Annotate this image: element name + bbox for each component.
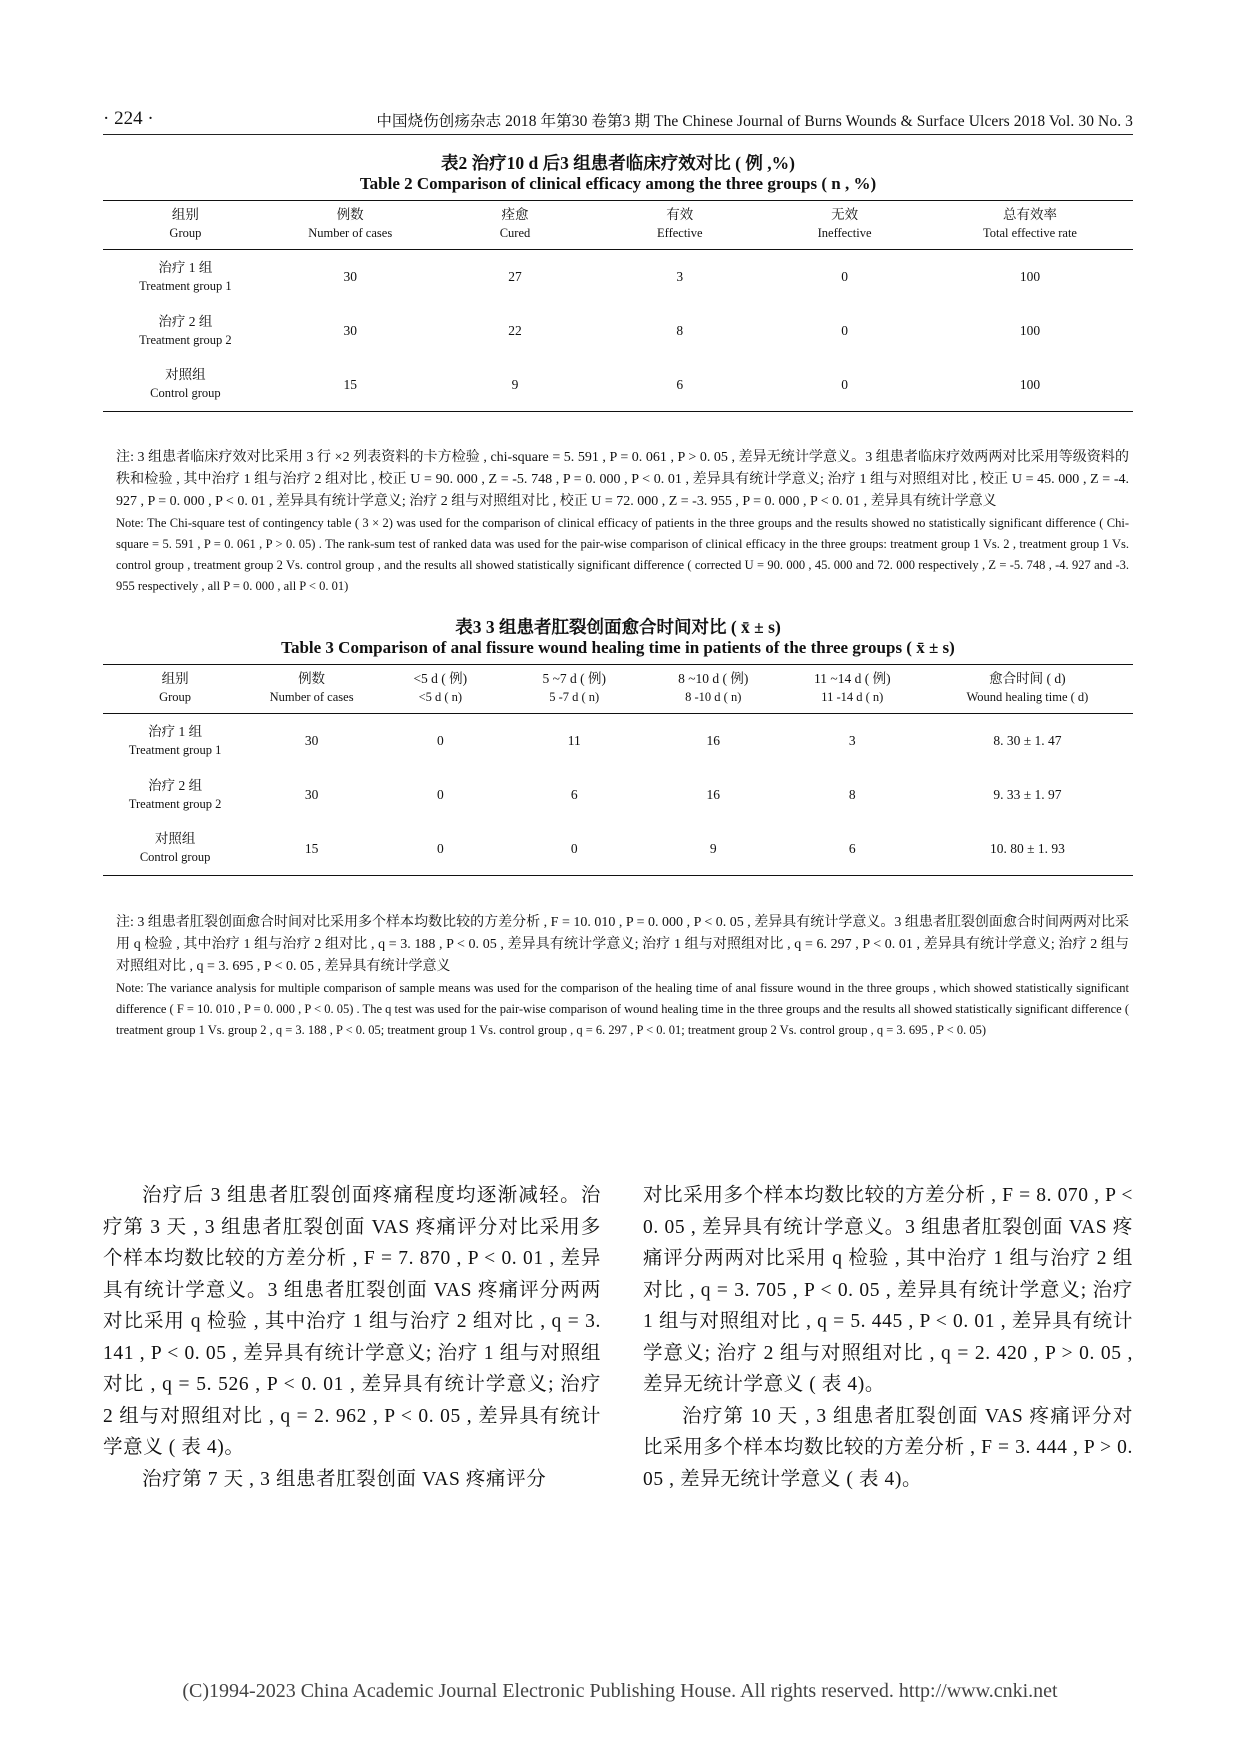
table-cell: 6 bbox=[676, 376, 684, 392]
table2-col-cases: 例数 Number of cases bbox=[308, 207, 393, 240]
group-cell: 对照组 Control group bbox=[139, 831, 211, 865]
table-cell: 30 bbox=[304, 787, 319, 802]
group-cell: 治疗 2 组 Treatment group 2 bbox=[139, 313, 232, 347]
table3-col-cases: 例数 Number of cases bbox=[269, 671, 354, 704]
table2-note-cn: 注: 3 组患者临床疗效对比采用 3 行 ×2 列表资料的卡方检验 , chi-square = 5. 591 , P = 0. 061 , P > 0. 05 , 差异无统计学意义。3 组患者临床疗效两两对比采用等级资料的秩和检验 , 其中治疗 1 组与治疗 2 组对比 , 校正 U = 90. 000 , Z = -5. 748 , P = 0. 000 , P < 0. 01 , 差异具有统计学意义; 治疗 1 组与对照组对比 , 校正 U = 45. 000 , Z = -4. 927 , P = 0. 000 , P < 0. 01 , 差异具有统计学意义; 治疗 2 组与对照组对比 , 校正 U = 72. 000 , Z = -3. 955 , P = 0. 000 , P < 0. 01 , 差异具有统计学意义 bbox=[116, 450, 1129, 509]
table3-note-cn: 注: 3 组患者肛裂创面愈合时间对比采用多个样本均数比较的方差分析 , F = 10. 010 , P = 0. 000 , P < 0. 05 , 差异具有统计学意义。3 组患者肛裂创面愈合时间两两对比采用 q 检验 , 其中治疗 1 组与治疗 2 组对比 , q = 3. 188 , P < 0. 05 , 差异具有统计学意义; 治疗 1 组与对照组对比 , q = 6. 297 , P < 0. 01 , 差异具有统计学意义; 治疗 2 组与对照组对比 , q = 3. 695 , P < 0. 05 , 差异具有统计学意义 bbox=[116, 915, 1129, 974]
table2-col-effective: 有效 Effective bbox=[657, 207, 703, 240]
body-right-column bbox=[643, 1180, 1133, 1495]
table-row bbox=[103, 250, 1133, 304]
table-cell: 3 bbox=[676, 269, 684, 285]
table-cell: 0 bbox=[841, 269, 848, 285]
table-cell: 100 bbox=[1019, 269, 1041, 285]
table-cell: 9 bbox=[709, 840, 717, 856]
table3-col-5-7: 5 ~7 d ( 例) 5 -7 d ( n) bbox=[542, 671, 606, 704]
table2-col-group: 组别 Group bbox=[169, 207, 202, 240]
table3-col-lt5: <5 d ( 例) <5 d ( n) bbox=[413, 671, 468, 704]
running-header bbox=[103, 108, 1133, 135]
table-cell: 6 bbox=[848, 840, 856, 856]
table2 bbox=[103, 200, 1133, 412]
table-cell: 10. 80 ± 1. 93 bbox=[989, 840, 1065, 856]
table3-col-group: 组别 Group bbox=[159, 671, 192, 704]
table2-caption-en: Table 2 Comparison of clinical efficacy among the three groups ( n , %) bbox=[359, 174, 877, 193]
table-cell: 0 bbox=[436, 733, 444, 749]
table-cell: 100 bbox=[1019, 323, 1041, 338]
group-cell: 治疗 1 组 Treatment group 1 bbox=[128, 723, 222, 757]
table-cell: 27 bbox=[508, 269, 522, 285]
table-cell: 22 bbox=[508, 323, 522, 338]
body-paragraph: 治疗第 7 天 , 3 组患者肛裂创面 VAS 疼痛评分 bbox=[142, 1468, 547, 1490]
table-row bbox=[103, 714, 1133, 768]
table-row bbox=[103, 822, 1133, 876]
journal-title: 中国烧伤创疡杂志 2018 年第30 卷第3 期 The Chinese Journal of Burns Wounds & Surface Ulcers 2018 Vol. 30 No. 3 bbox=[376, 113, 1133, 130]
table3-col-healing-time: 愈合时间 ( d) Wound healing time ( d) bbox=[966, 671, 1089, 704]
page-number: · 224 · bbox=[103, 108, 154, 129]
group-cell: 治疗 1 组 Treatment group 1 bbox=[139, 259, 232, 293]
table2-col-ineffective: 无效 Ineffective bbox=[817, 207, 872, 240]
table-cell: 30 bbox=[343, 269, 357, 285]
table-cell: 30 bbox=[343, 323, 357, 338]
table3-caption-en: Table 3 Comparison of anal fissure wound healing time in patients of the three groups ( x̄ ± s) bbox=[281, 638, 955, 657]
table3-note-en: Note: The variance analysis for multiple comparison of sample means was used for the comparison of the healing time of anal fissure wound in the three groups , which showed statistically significant difference ( F = 10. 010 , P = 0. 000 , P < 0. 05) . The q test was used for the pair-wise comparison of wound healing time in the three groups and the results all showed statistically significant difference ( treatment group 1 Vs. group 2 , q = 3. 188 , P < 0. 05; treatment group 1 Vs. control group , q = 6. 297 , P < 0. 01; treatment group 2 Vs. control group , q = 3. 695 , P < 0. 05) bbox=[116, 981, 1129, 1037]
body-paragraph-continued: 对比采用多个样本均数比较的方差分析 , F = 8. 070 , P < 0. 05 , 差异具有统计学意义。3 组患者肛裂创面 VAS 疼痛评分两两对比采用 q 检验 , 其中治疗 1 组与治疗 2 组对比 , q = 3. 705 , P < 0. 05 , 差异具有统计学意义; 治疗 1 组与对照组对比 , q = 5. 445 , P < 0. 01 , 差异具有统计学意义; 治疗 2 组与对照组对比 , q = 2. 420 , P > 0. 05 , 差异无统计学意义 ( 表 4)。 bbox=[643, 1185, 1133, 1395]
table3-col-8-10: 8 ~10 d ( 例) 8 -10 d ( n) bbox=[678, 671, 749, 704]
table2-col-total-rate: 总有效率 Total effective rate bbox=[983, 207, 1077, 240]
body-paragraph: 治疗第 10 天 , 3 组患者肛裂创面 VAS 疼痛评分对比采用多个样本均数比较的方差分析 , F = 3. 444 , P > 0. 05 , 差异无统计学意义 ( 表 4)。 bbox=[643, 1405, 1133, 1490]
table-cell: 16 bbox=[706, 787, 720, 802]
table-cell: 15 bbox=[343, 376, 357, 392]
table-cell: 16 bbox=[706, 733, 720, 749]
table2-col-cured: 痊愈 Cured bbox=[499, 207, 531, 240]
table3-caption-cn: 表3 3 组患者肛裂创面愈合时间对比 ( x̄ ± s) bbox=[455, 617, 781, 637]
copyright-footer: (C)1994-2023 China Academic Journal Electronic Publishing House. All rights reserved. http://www.cnki.net bbox=[182, 1680, 1058, 1702]
table2-header-row bbox=[103, 201, 1133, 250]
table3 bbox=[103, 664, 1133, 876]
table-cell: 8 bbox=[676, 323, 684, 338]
table-cell: 0 bbox=[570, 840, 578, 856]
group-cell: 治疗 2 组 Treatment group 2 bbox=[128, 777, 222, 811]
table3-col-11-14: 11 ~14 d ( 例) 11 -14 d ( n) bbox=[814, 671, 891, 704]
table-cell: 0 bbox=[436, 787, 444, 802]
table-row bbox=[103, 768, 1133, 822]
table-cell: 30 bbox=[304, 733, 319, 749]
table-row bbox=[103, 304, 1133, 358]
body-left-column bbox=[103, 1180, 601, 1495]
table-cell: 9. 33 ± 1. 97 bbox=[993, 787, 1062, 802]
table-cell: 6 bbox=[570, 787, 578, 802]
table3-note bbox=[116, 912, 1129, 1041]
group-cell: 对照组 Control group bbox=[150, 367, 221, 401]
table-cell: 8. 30 ± 1. 47 bbox=[993, 733, 1062, 749]
table-cell: 100 bbox=[1019, 376, 1041, 392]
table3-header-row bbox=[103, 665, 1133, 714]
table-cell: 8 bbox=[848, 787, 856, 802]
table-cell: 11 bbox=[567, 733, 581, 749]
table-cell: 3 bbox=[848, 733, 856, 749]
table2-caption-cn: 表2 治疗10 d 后3 组患者临床疗效对比 ( 例 ,%) bbox=[441, 153, 795, 173]
table-cell: 9 bbox=[511, 376, 519, 392]
table-cell: 0 bbox=[841, 376, 848, 392]
table2-note-en: Note: The Chi-square test of contingency table ( 3 × 2) was used for the comparison of clinical efficacy of patients in the three groups and the results showed no statistically significant difference ( Chi-square = 5. 591 , P = 0. 061 , P > 0. 05) . The rank-sum test of ranked data was used for the pair-wise comparison of clinical efficacy in the three groups: treatment group 1 Vs. 2 , treatment group 1 Vs. control group , treatment group 2 Vs. control group , and the results all showed statistically significant difference ( corrected U = 90. 000 , 45. 000 and 72. 000 respectively , Z = -5. 748 , -4. 927 and -3. 955 respectively , all P = 0. 000 , all P < 0. 01) bbox=[116, 516, 1129, 593]
table2-note bbox=[116, 447, 1129, 597]
table-row bbox=[103, 358, 1133, 412]
table-cell: 0 bbox=[436, 840, 444, 856]
body-paragraph: 治疗后 3 组患者肛裂创面疼痛程度均逐渐减轻。治疗第 3 天 , 3 组患者肛裂创面 VAS 疼痛评分对比采用多个样本均数比较的方差分析 , F = 7. 870 , P < 0. 01 , 差异具有统计学意义。3 组患者肛裂创面 VAS 疼痛评分两两对比采用 q 检验 , 其中治疗 1 组与治疗 2 组对比 , q = 3. 141 , P < 0. 05 , 差异具有统计学意义; 治疗 1 组与对照组对比 , q = 5. 526 , P < 0. 01 , 差异具有统计学意义; 治疗 2 组与对照组对比 , q = 2. 962 , P < 0. 05 , 差异具有统计学意义 ( 表 4)。 bbox=[103, 1185, 601, 1458]
table-cell: 0 bbox=[841, 323, 848, 338]
table-cell: 15 bbox=[304, 840, 319, 856]
